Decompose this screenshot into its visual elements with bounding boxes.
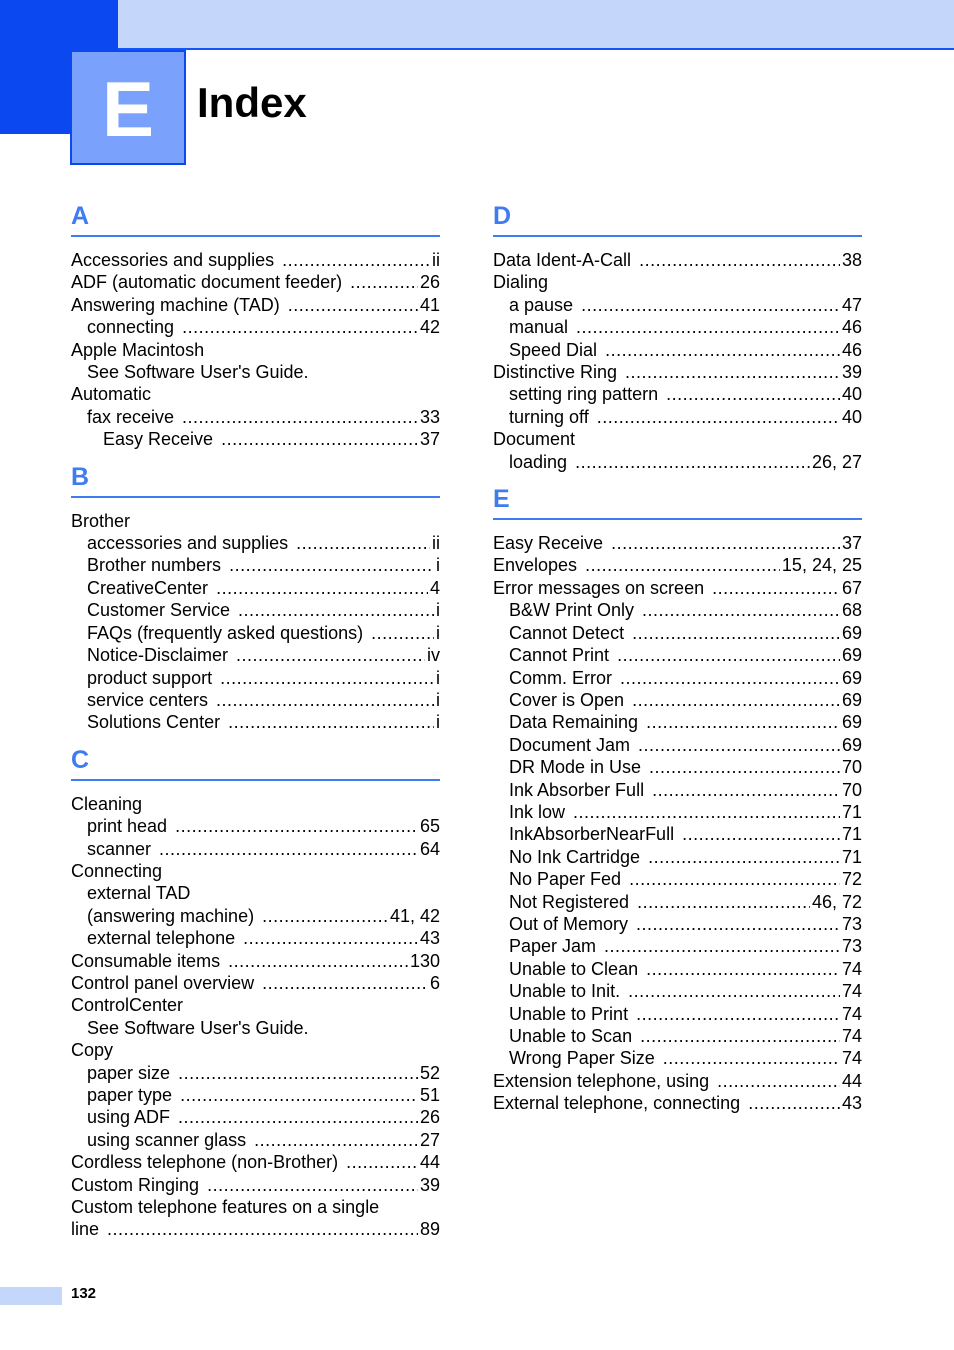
dot-leader	[636, 913, 840, 935]
entry-page-ref[interactable]: 69	[841, 712, 862, 733]
index-entry	[71, 1196, 440, 1218]
entry-page-ref[interactable]: 6	[429, 972, 440, 993]
index-entry	[71, 271, 440, 293]
dot-leader	[642, 599, 840, 621]
dot-leader	[712, 577, 840, 599]
dot-leader	[597, 406, 840, 428]
index-entry	[493, 868, 862, 890]
entry-page-ref[interactable]: 37	[419, 429, 440, 450]
entry-page-ref[interactable]: iv	[427, 645, 440, 666]
index-entry	[493, 823, 862, 845]
index-entry	[493, 734, 862, 756]
entry-term: No Ink Cartridge	[509, 846, 641, 867]
index-entry	[493, 980, 862, 1002]
index-entry	[493, 622, 862, 644]
dot-leader	[663, 1047, 840, 1069]
dot-leader	[620, 667, 840, 689]
entry-page-ref[interactable]: 39	[841, 362, 862, 383]
entry-term: using scanner glass	[87, 1129, 247, 1150]
index-entry	[71, 644, 440, 666]
entry-term: Envelopes	[493, 555, 578, 576]
entry-page-ref[interactable]: 42	[419, 317, 440, 338]
index-entry	[71, 532, 440, 554]
entry-term: paper type	[87, 1085, 173, 1105]
index-entry	[493, 711, 862, 733]
entry-page-ref[interactable]: 52	[419, 1062, 440, 1083]
entry-term: Paper Jam	[509, 936, 597, 957]
index-entry	[71, 1084, 440, 1106]
entry-term: DR Mode in Use	[509, 757, 642, 778]
page-number: 132	[71, 1285, 97, 1302]
dot-leader	[632, 622, 840, 644]
entry-term: FAQs (frequently asked questions)	[87, 622, 364, 643]
entry-term: Automatic	[71, 384, 152, 405]
section-letter: B	[71, 461, 440, 498]
entry-term: Dialing	[493, 272, 549, 293]
entry-page-ref[interactable]: 130	[409, 950, 440, 971]
index-entry	[71, 361, 440, 383]
dot-leader	[639, 249, 840, 271]
entry-page-ref[interactable]: 89	[419, 1219, 440, 1240]
entry-page-ref[interactable]: 26	[419, 272, 440, 293]
entry-term: Copy	[71, 1040, 114, 1061]
entry-term: Answering machine (TAD)	[71, 294, 280, 315]
entry-page-ref[interactable]: ii	[432, 250, 440, 270]
entry-term: scanner	[87, 838, 152, 859]
entry-term: B&W Print Only	[509, 600, 635, 621]
index-entry	[71, 689, 440, 711]
index-section	[71, 200, 440, 451]
entry-page-ref[interactable]: 74	[841, 1003, 862, 1024]
entry-term: Easy Receive	[493, 533, 604, 554]
dot-leader	[350, 271, 418, 293]
entry-page-ref[interactable]: 46	[841, 339, 862, 360]
entry-term: using ADF	[87, 1107, 171, 1128]
entry-term: Notice-Disclaimer	[87, 645, 229, 666]
index-entry	[71, 994, 440, 1016]
dot-leader	[666, 383, 840, 405]
dot-leader	[646, 711, 840, 733]
index-section	[71, 744, 440, 1241]
entry-term: Ink Absorber Full	[509, 779, 645, 800]
entry-term: line	[71, 1219, 100, 1240]
dot-leader	[625, 361, 840, 383]
index-entry	[493, 846, 862, 868]
index-entry	[71, 383, 440, 405]
dot-leader	[236, 644, 425, 666]
index-entry	[493, 249, 862, 271]
entry-term: product support	[87, 667, 213, 688]
dot-leader	[748, 1092, 840, 1114]
entry-page-ref[interactable]: 69	[841, 622, 862, 643]
entry-term: fax receive	[87, 406, 175, 427]
dot-leader	[178, 1062, 418, 1084]
index-entry	[493, 361, 862, 383]
entry-term: Custom telephone features on a single	[71, 1197, 380, 1218]
dot-leader	[605, 339, 840, 361]
entry-page-ref[interactable]: 40	[841, 384, 862, 405]
entry-term: Error messages on screen	[493, 577, 705, 598]
index-entry	[71, 510, 440, 532]
index-entry	[71, 1151, 440, 1173]
dot-leader	[632, 689, 840, 711]
index-entry	[71, 1062, 440, 1084]
index-entry	[71, 554, 440, 576]
index-entry	[71, 316, 440, 338]
page-title: Index	[197, 79, 307, 126]
dot-leader	[637, 891, 810, 913]
entry-page-ref[interactable]: 41, 42	[389, 905, 440, 926]
entry-term: Unable to Scan	[509, 1026, 633, 1046]
index-entry	[493, 891, 862, 913]
index-entry	[71, 1017, 440, 1039]
dot-leader	[221, 428, 418, 450]
index-entry	[71, 249, 440, 271]
entry-term: External telephone, connecting	[493, 1093, 741, 1114]
entry-page-ref[interactable]: 71	[841, 846, 862, 867]
entry-term: Data Ident-A-Call	[493, 250, 632, 270]
dot-leader	[576, 316, 840, 338]
index-column-right	[493, 200, 862, 1125]
entry-term: Accessories and supplies	[71, 250, 275, 270]
entry-term: ADF (automatic document feeder)	[71, 272, 343, 293]
index-entry	[493, 532, 862, 554]
index-entry	[493, 316, 862, 338]
entry-term: Control panel overview	[71, 972, 255, 993]
section-letter: A	[71, 200, 440, 237]
entry-term: Distinctive Ring	[493, 362, 618, 383]
entry-term: paper size	[87, 1062, 171, 1083]
entry-page-ref[interactable]: 15, 24, 25	[781, 555, 862, 576]
entry-page-ref[interactable]: ii	[432, 533, 440, 554]
dot-leader	[581, 294, 840, 316]
entry-term: Connecting	[71, 860, 163, 881]
dot-leader	[629, 868, 840, 890]
entry-term: (answering machine)	[87, 905, 255, 926]
entry-term: Cleaning	[71, 793, 143, 814]
entry-term: InkAbsorberNearFull	[509, 824, 675, 845]
entry-page-ref[interactable]: 4	[429, 577, 440, 598]
entry-term: Not Registered	[509, 891, 630, 912]
entry-page-ref[interactable]: 74	[841, 1026, 862, 1046]
index-entry	[71, 577, 440, 599]
entry-page-ref[interactable]: 37	[841, 533, 862, 554]
entry-page-ref[interactable]: i	[436, 622, 440, 643]
index-entry	[493, 383, 862, 405]
entry-page-ref[interactable]: 47	[841, 294, 862, 315]
entry-term: accessories and supplies	[87, 533, 289, 554]
entry-page-ref[interactable]: 70	[841, 779, 862, 800]
entry-page-ref[interactable]: 72	[841, 869, 862, 890]
entry-term: loading	[509, 451, 568, 472]
dot-leader	[282, 249, 430, 271]
entry-page-ref[interactable]: 33	[419, 406, 440, 427]
entry-term: external TAD	[87, 883, 191, 904]
dot-leader	[296, 532, 430, 554]
entry-page-ref[interactable]: i	[436, 689, 440, 710]
entry-term: Solutions Center	[87, 712, 221, 733]
dot-leader	[262, 905, 388, 927]
entry-term: Speed Dial	[509, 339, 598, 360]
entry-page-ref[interactable]: 26	[419, 1107, 440, 1128]
index-entry	[71, 838, 440, 860]
index-entry	[71, 406, 440, 428]
entry-term: Wrong Paper Size	[509, 1048, 655, 1069]
dot-leader	[216, 689, 434, 711]
entry-term: See Software User's Guide.	[87, 362, 309, 383]
entry-term: a pause	[509, 294, 574, 315]
index-entry	[71, 428, 440, 450]
dot-leader	[262, 972, 428, 994]
entry-page-ref[interactable]: 65	[419, 816, 440, 837]
dot-leader	[640, 1025, 840, 1047]
entry-term: Unable to Clean	[509, 958, 639, 979]
index-entry	[493, 339, 862, 361]
dot-leader	[371, 622, 434, 644]
entry-term: Document Jam	[509, 734, 631, 755]
dot-leader	[573, 801, 840, 823]
dot-leader	[180, 1084, 418, 1106]
index-entry	[493, 667, 862, 689]
entry-term: CreativeCenter	[87, 577, 209, 598]
index-entry	[493, 801, 862, 823]
entry-page-ref[interactable]: 43	[841, 1093, 862, 1114]
entry-term: Customer Service	[87, 600, 231, 621]
index-entry	[493, 958, 862, 980]
entry-term: Data Remaining	[509, 712, 639, 733]
index-entry	[493, 644, 862, 666]
index-entry	[493, 913, 862, 935]
index-entry	[71, 950, 440, 972]
index-entry	[493, 599, 862, 621]
entry-term: Easy Receive	[103, 429, 214, 450]
index-entry	[493, 1070, 862, 1092]
entry-term: Cannot Detect	[509, 622, 625, 643]
dot-leader	[238, 599, 434, 621]
entry-term: Comm. Error	[509, 667, 612, 688]
entry-term: Out of Memory	[509, 913, 629, 934]
index-entry	[493, 1025, 862, 1047]
dot-leader	[346, 1151, 418, 1173]
entry-term: turning off	[509, 406, 589, 427]
entry-page-ref[interactable]: 74	[841, 958, 862, 979]
index-entry	[71, 711, 440, 733]
dot-leader	[243, 927, 418, 949]
dot-leader	[611, 532, 840, 554]
entry-page-ref[interactable]: 43	[419, 928, 440, 949]
index-section	[493, 483, 862, 1115]
index-entry	[71, 1218, 440, 1240]
entry-page-ref[interactable]: 71	[841, 801, 862, 822]
index-entry	[71, 294, 440, 316]
entry-page-ref[interactable]: 69	[841, 689, 862, 710]
dot-leader	[178, 1106, 418, 1128]
index-entry	[71, 860, 440, 882]
entry-page-ref[interactable]: 73	[841, 913, 862, 934]
dot-leader	[717, 1070, 840, 1092]
dot-leader	[220, 667, 434, 689]
dot-leader	[646, 958, 840, 980]
index-section	[493, 200, 862, 473]
index-entry	[493, 451, 862, 473]
entry-term: Unable to Init.	[509, 981, 621, 1002]
dot-leader	[649, 756, 840, 778]
index-entry	[493, 271, 862, 293]
entry-page-ref[interactable]: 64	[419, 838, 440, 859]
entry-term: Cover is Open	[509, 689, 625, 710]
index-entry	[493, 779, 862, 801]
entry-term: Unable to Print	[509, 1003, 629, 1024]
appendix-letter: E	[70, 50, 186, 165]
entry-term: print head	[87, 816, 168, 837]
dot-leader	[585, 554, 780, 576]
index-entry	[493, 1047, 862, 1069]
index-entry	[493, 577, 862, 599]
dot-leader	[228, 950, 408, 972]
entry-page-ref[interactable]: 69	[841, 667, 862, 688]
entry-page-ref[interactable]: i	[436, 555, 440, 576]
dot-leader	[648, 846, 840, 868]
dot-leader	[216, 577, 428, 599]
entry-page-ref[interactable]: i	[436, 712, 440, 733]
index-entry	[71, 793, 440, 815]
entry-page-ref[interactable]: 46, 72	[811, 891, 862, 912]
dot-leader	[288, 294, 418, 316]
index-entry	[71, 599, 440, 621]
entry-term: Extension telephone, using	[493, 1070, 710, 1091]
page-number-bar	[0, 1287, 62, 1305]
entry-term: No Paper Fed	[509, 869, 622, 890]
entry-term: service centers	[87, 689, 209, 710]
dot-leader	[182, 406, 418, 428]
entry-page-ref[interactable]: 41	[419, 294, 440, 315]
index-entry	[493, 935, 862, 957]
entry-page-ref[interactable]: 44	[841, 1070, 862, 1091]
dot-leader	[638, 734, 840, 756]
entry-page-ref[interactable]: 40	[841, 406, 862, 427]
entry-page-ref[interactable]: 39	[419, 1174, 440, 1195]
entry-term: Document	[493, 429, 576, 450]
entry-page-ref[interactable]: 27	[419, 1129, 440, 1150]
section-letter: C	[71, 744, 440, 781]
index-entry	[71, 1039, 440, 1061]
entry-term: Custom Ringing	[71, 1174, 200, 1195]
dot-leader	[229, 554, 434, 576]
dot-leader	[636, 1003, 840, 1025]
entry-term: connecting	[87, 317, 175, 338]
index-entry	[71, 972, 440, 994]
entry-term: Consumable items	[71, 950, 221, 971]
index-entry	[493, 554, 862, 576]
header-band	[118, 0, 954, 49]
entry-term: Apple Macintosh	[71, 339, 205, 360]
dot-leader	[159, 838, 418, 860]
index-entry	[71, 339, 440, 361]
entry-term: Brother	[71, 510, 131, 531]
section-letter: D	[493, 200, 862, 237]
entry-term: Brother numbers	[87, 555, 222, 576]
entry-page-ref[interactable]: i	[436, 600, 440, 621]
dot-leader	[254, 1129, 418, 1151]
index-entry	[71, 667, 440, 689]
index-entry	[493, 428, 862, 450]
index-entry	[493, 756, 862, 778]
entry-page-ref[interactable]: 73	[841, 936, 862, 957]
index-entry	[493, 689, 862, 711]
dot-leader	[682, 823, 840, 845]
header-rule	[118, 48, 954, 50]
entry-page-ref[interactable]: 70	[841, 757, 862, 778]
entry-page-ref[interactable]: 51	[419, 1085, 440, 1105]
entry-page-ref[interactable]: 74	[841, 1048, 862, 1069]
entry-page-ref[interactable]: 68	[841, 600, 862, 621]
index-entry	[71, 1129, 440, 1151]
index-entry	[71, 905, 440, 927]
dot-leader	[628, 980, 840, 1002]
dot-leader	[604, 935, 840, 957]
entry-term: setting ring pattern	[509, 384, 659, 405]
index-entry	[71, 1174, 440, 1196]
index-entry	[71, 882, 440, 904]
entry-page-ref[interactable]: 67	[841, 577, 862, 598]
dot-leader	[617, 644, 840, 666]
section-letter: E	[493, 483, 862, 520]
entry-term: Cordless telephone (non-Brother)	[71, 1152, 339, 1173]
entry-page-ref[interactable]: 44	[419, 1152, 440, 1173]
index-entry	[71, 622, 440, 644]
entry-page-ref[interactable]: 69	[841, 645, 862, 666]
index-section	[71, 461, 440, 734]
dot-leader	[175, 815, 418, 837]
entry-page-ref[interactable]: 26, 27	[811, 451, 862, 472]
dot-leader	[652, 779, 840, 801]
index-entry	[493, 294, 862, 316]
entry-term: external telephone	[87, 928, 236, 949]
entry-page-ref[interactable]: 69	[841, 734, 862, 755]
dot-leader	[182, 316, 418, 338]
index-entry	[493, 1003, 862, 1025]
index-entry	[493, 1092, 862, 1114]
entry-term: See Software User's Guide.	[87, 1017, 309, 1038]
index-column-left	[71, 200, 440, 1251]
index-entry	[71, 1106, 440, 1128]
dot-leader	[575, 451, 810, 473]
entry-term: manual	[509, 317, 569, 338]
entry-page-ref[interactable]: 71	[841, 824, 862, 845]
entry-page-ref[interactable]: 74	[841, 981, 862, 1002]
entry-page-ref[interactable]: 46	[841, 317, 862, 338]
dot-leader	[228, 711, 434, 733]
dot-leader	[207, 1174, 418, 1196]
index-entry	[71, 927, 440, 949]
entry-page-ref[interactable]: 38	[841, 250, 862, 270]
entry-page-ref[interactable]: i	[436, 667, 440, 688]
entry-term: ControlCenter	[71, 995, 184, 1016]
index-entry	[493, 406, 862, 428]
entry-term: Ink low	[509, 801, 566, 822]
index-entry	[71, 815, 440, 837]
entry-term: Cannot Print	[509, 645, 610, 666]
dot-leader	[107, 1218, 418, 1240]
